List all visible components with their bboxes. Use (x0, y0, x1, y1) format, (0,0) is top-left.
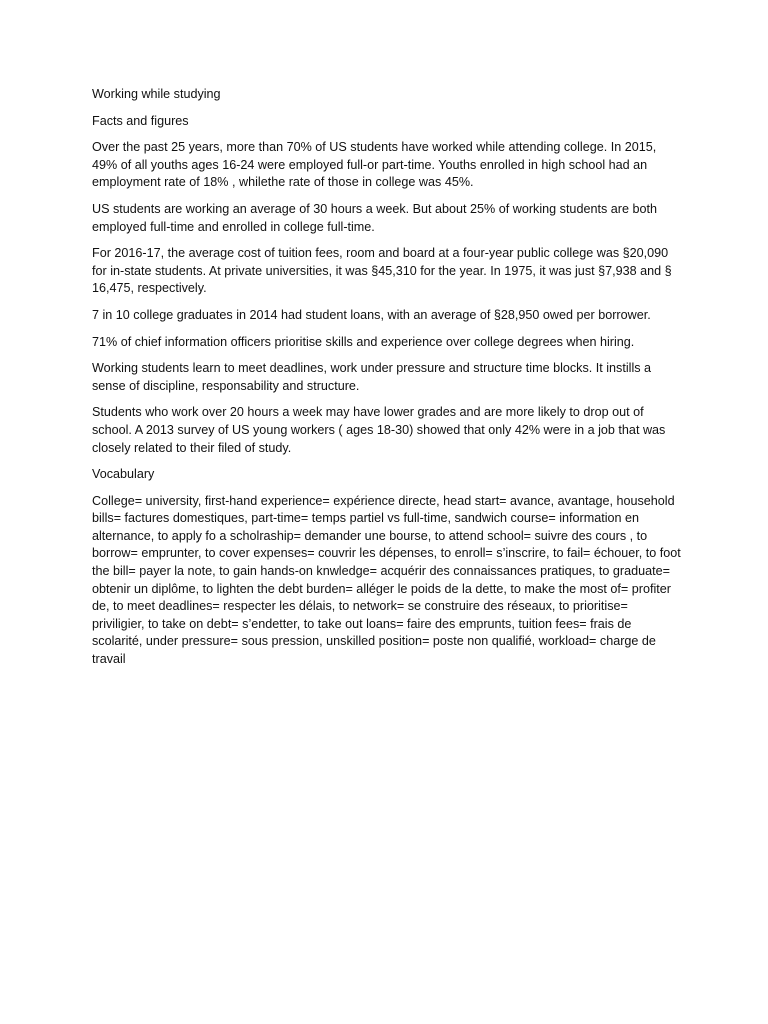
paragraph-student-loans: 7 in 10 college graduates in 2014 had student loans, with an average of §28,950 owed per borrower. (92, 307, 651, 322)
document-title: Working while studying (92, 87, 221, 101)
paragraph-hiring-priorities: 71% of chief information officers prioritise skills and experience over college degrees when hiring. (92, 334, 635, 349)
document-page (92, 86, 682, 678)
section-heading-vocabulary: Vocabulary (92, 467, 155, 482)
vocabulary-list: College= university, first-hand experience= expérience directe, head start= avance, avantage, household bills= factures domestiques, part-time= temps partiel vs full-time, sandwich course= information en alternance, to apply fo a scholraship= demander une bourse, to attend school= suivre des cours , to borrow= emprunter, to cover expenses= couvrir les dépenses, to enroll= s’inscrire, to fail= échouer, to foot the bill= payer la note, to gain hands-on knwledge= acquérir des connaissances pratiques, to graduate= obtenir un diplôme, to lighten the debt burden= alléger le poids de la dette, to make the most of= profiter de, to meet deadlines= respecter les délais, to network= se construire des réseaux, to prioritise= priviligier, to take on debt= s’endetter, to take out loans= faire des emprunts, tuition fees= frais de scolarité, under pressure= sous pression, unskilled position= poste non qualifié, workload= charge de travail (92, 493, 681, 667)
paragraph-tuition-costs: For 2016-17, the average cost of tuition fees, room and board at a four-year public college was §20,090 for in-state students. At private universities, it was §45,310 for the year. In 1975, it was just §7,938 and § 16,475, respectively. (92, 246, 672, 296)
paragraph-working-hours: US students are working an average of 30 hours a week. But about 25% of working students are both employed full-time and enrolled in college full-time. (92, 201, 657, 234)
paragraph-grades-survey: Students who work over 20 hours a week may have lower grades and are more likely to drop out of school. A 2013 survey of US young workers ( ages 18-30) showed that only 42% were in a job that was closely related to their filed of study. (92, 405, 666, 455)
paragraph-skills-learned: Working students learn to meet deadlines, work under pressure and structure time blocks. It instills a sense of discipline, responsability and structure. (92, 361, 652, 393)
section-heading-facts: Facts and figures (92, 113, 189, 128)
paragraph-students-working: Over the past 25 years, more than 70% of US students have worked while attending college. In 2015, 49% of all youths ages 16-24 were employed full-or part-time. Youths enrolled in high school had an employment rate of 18% , whilethe rate of those in college was 45%. (92, 140, 657, 190)
